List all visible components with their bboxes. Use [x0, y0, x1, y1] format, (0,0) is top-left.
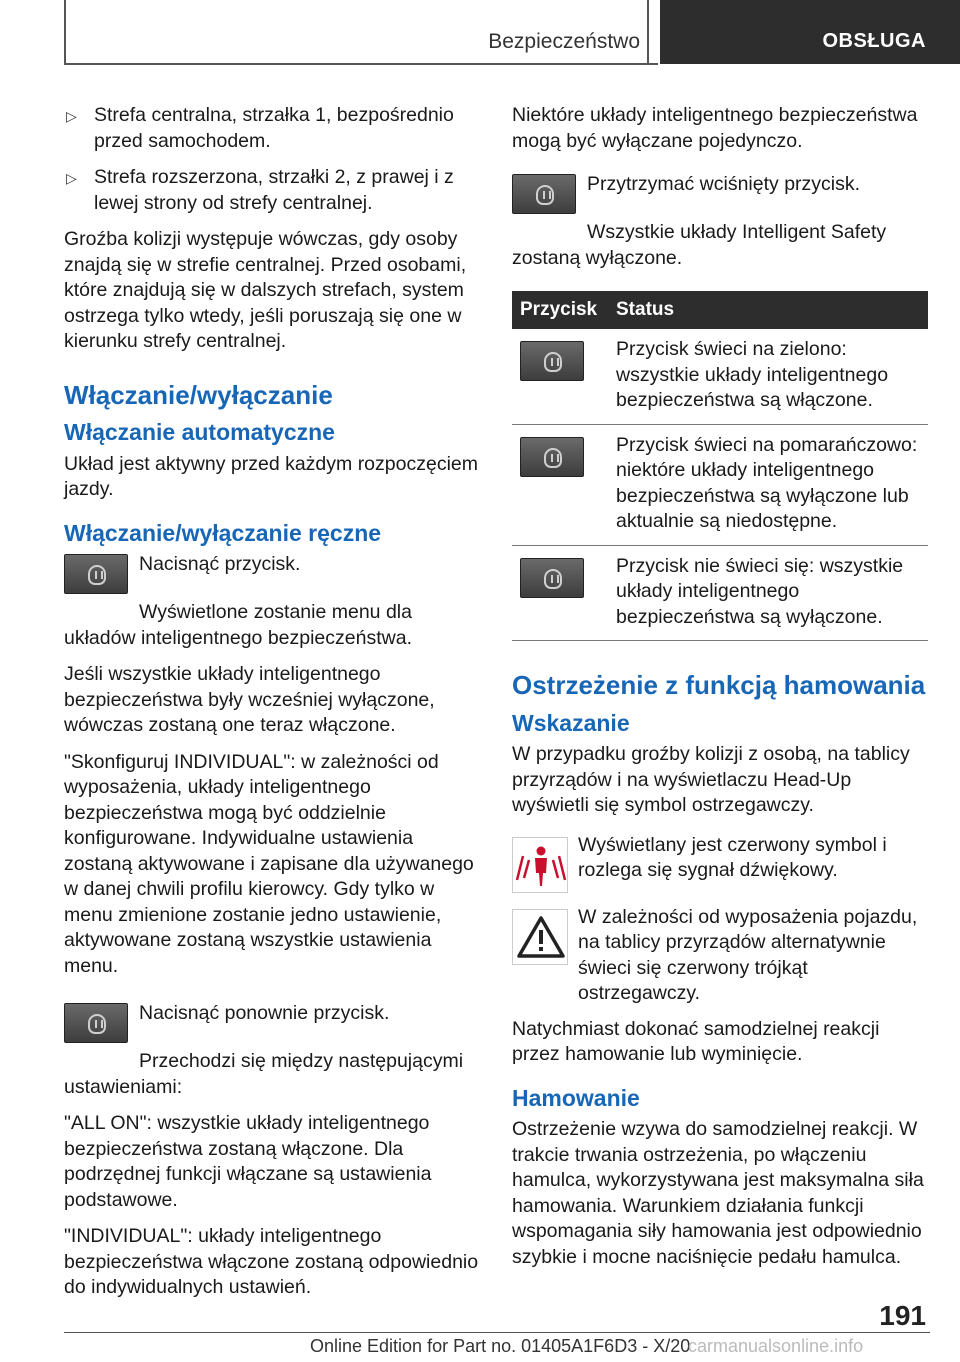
paragraph-collision-zones: Groźba kolizji występuje wówczas, gdy osoby znajdą się w strefie centralnej. Przed osobami, które znajdują się w dalszych strefach, system ostrzega tylko wtedy, jeśli poruszają się one w kierunku strefy centralnej.: [64, 228, 467, 352]
paragraph-braking: Ostrzeżenie wzywa do samodzielnej reakcji. W trakcie trwania ostrzeżenia, po włączeniu hamulca, wykorzystywana jest maksymalna siła hamowania. Warunkiem działania funkcji wspomagania siły hamowania jest odpowiednio szybkie i mocne naciśnięcie pedału hamulca.: [512, 1118, 924, 1268]
heading-manual: Włączanie/wyłączanie ręczne: [64, 519, 382, 546]
list-item: ▷ Strefa centralna, strzałka 1, bezpośrednio przed samochodem.: [66, 104, 454, 152]
footer-edition: Online Edition for Part no. 01405A1F6D3 - X/20: [310, 1336, 691, 1356]
paragraph-indication: W przypadku groźby kolizji z osobą, na tablicy przyrządów i na wyświetlaczu Head-Up wyświetli się symbol ostrzegawczy.: [512, 743, 910, 816]
paragraph-all-off: Jeśli wszystkie układy inteligentnego bezpieczeństwa były wcześniej wyłączone, wówczas zostaną one teraz włączone.: [64, 663, 435, 736]
instruction-press-again-text: Nacisnąć ponownie przycisk.: [139, 1002, 390, 1024]
paragraph-settings-cycle: Przechodzi się między następującymi ustawieniami:: [64, 1050, 464, 1098]
instruction-hold: [512, 172, 930, 224]
heading-braking-warning: Ostrzeżenie z funkcją hamowania: [512, 670, 926, 700]
pedestrian-warning-item: [512, 833, 930, 895]
bullet-triangle-icon: ▷: [66, 108, 77, 124]
safety-button-icon: [64, 1003, 128, 1043]
header-chapter-label: OBSŁUGA: [822, 30, 926, 52]
header-section-title: Bezpieczeństwo: [488, 30, 640, 53]
pedestrian-warning-icon: [512, 837, 568, 893]
safety-button-icon: [64, 554, 128, 594]
instruction-hold-text: Przytrzymać wciśnięty przycisk.: [587, 173, 861, 195]
page-number: 191: [879, 1300, 926, 1331]
paragraph-all-disabled: Wszystkie układy Intelligent Safety zostaną wyłączone.: [512, 221, 887, 269]
warning-triangle-icon: [512, 909, 568, 965]
instruction-press-text: Nacisnąć przycisk.: [139, 553, 301, 575]
bullet-triangle-icon: ▷: [66, 170, 77, 186]
footer-watermark: carmanualsonline.info: [688, 1336, 864, 1356]
header-divider: [647, 0, 649, 64]
paragraph-individual: "INDIVIDUAL": układy inteligentnego bezpieczeństwa włączone zostaną odpowiednio do indywidualnych ustawień.: [64, 1225, 479, 1298]
list-item: ▷ Strefa rozszerzona, strzałki 2, z prawej i z lewej strony od strefy centralnej.: [66, 166, 454, 214]
triangle-warning-text: W zależności od wyposażenia pojazdu, na tablicy przyrządów alternatywnie świeci się czerwony trójkąt ostrzegawczy.: [578, 905, 918, 1004]
heading-on-off: Włączanie/wyłączanie: [64, 379, 333, 410]
heading-automatic: Włączanie automatyczne: [64, 419, 335, 445]
left-column: [64, 103, 484, 1312]
status-text: Przycisk świeci na zielono: wszystkie układy inteligentnego bezpieczeństwa są włączone.: [608, 329, 928, 424]
heading-braking: Hamowanie: [512, 1084, 640, 1111]
paragraph-intro: Niektóre układy inteligentnego bezpieczeństwa mogą być wyłączane pojedynczo.: [512, 104, 918, 152]
safety-button-off-icon: [520, 558, 584, 598]
paragraph-react: Natychmiast dokonać samodzielnej reakcji przez hamowanie lub wyminięcie.: [512, 1017, 880, 1065]
instruction-press: [64, 552, 484, 604]
pedestrian-warning-text: Wyświetlany jest czerwony symbol i rozlega się sygnał dźwiękowy.: [578, 833, 887, 881]
safety-button-green-icon: [520, 341, 584, 381]
paragraph-menu-shown: Wyświetlone zostanie menu dla układów inteligentnego bezpieczeństwa.: [64, 601, 412, 649]
paragraph-automatic: Układ jest aktywny przed każdym rozpoczęciem jazdy.: [64, 452, 478, 500]
status-text: Przycisk nie świeci się: wszystkie układy inteligentnego bezpieczeństwa są wyłączone.: [608, 545, 928, 641]
table-row: [512, 329, 928, 424]
table-row: [512, 424, 928, 545]
right-column: [512, 103, 930, 1281]
safety-button-icon: [512, 174, 576, 214]
footer-rule: [64, 1332, 930, 1333]
triangle-warning-item: [512, 905, 930, 1007]
header-bottom-rule: [64, 63, 658, 65]
paragraph-individual-config: "Skonfiguruj INDIVIDUAL": w zależności od wyposażenia, układy inteligentnego bezpieczeństwa mogą być oddzielnie konfigurowane. Indywidualne ustawienia zostaną aktywowane i zapisane dla używanego w danej chwili profilu kierowcy. Gdy tylko w menu zmienione zostanie jedno ustawienie, aktywowane zostaną wszystkie ustawienia menu.: [64, 750, 474, 977]
table-row: [512, 545, 928, 641]
status-text: Przycisk świeci na pomarańczowo: niektóre układy inteligentnego bezpieczeństwa są wyłączone lub aktualnie są niedostępne.: [608, 424, 928, 545]
table-header-status: Status: [608, 291, 928, 329]
header-left-rule: [64, 0, 66, 64]
table-header-button: Przycisk: [512, 291, 608, 329]
instruction-press-again: [64, 1001, 484, 1053]
header-chapter-tab: [660, 0, 960, 64]
heading-indication: Wskazanie: [512, 709, 630, 736]
status-table: [512, 291, 928, 641]
safety-button-orange-icon: [520, 437, 584, 477]
paragraph-all-on: "ALL ON": wszystkie układy inteligentnego bezpieczeństwa zostaną włączone. Dla podrzędnej funkcji włączane są ustawienia podstawowe.: [64, 1112, 432, 1211]
